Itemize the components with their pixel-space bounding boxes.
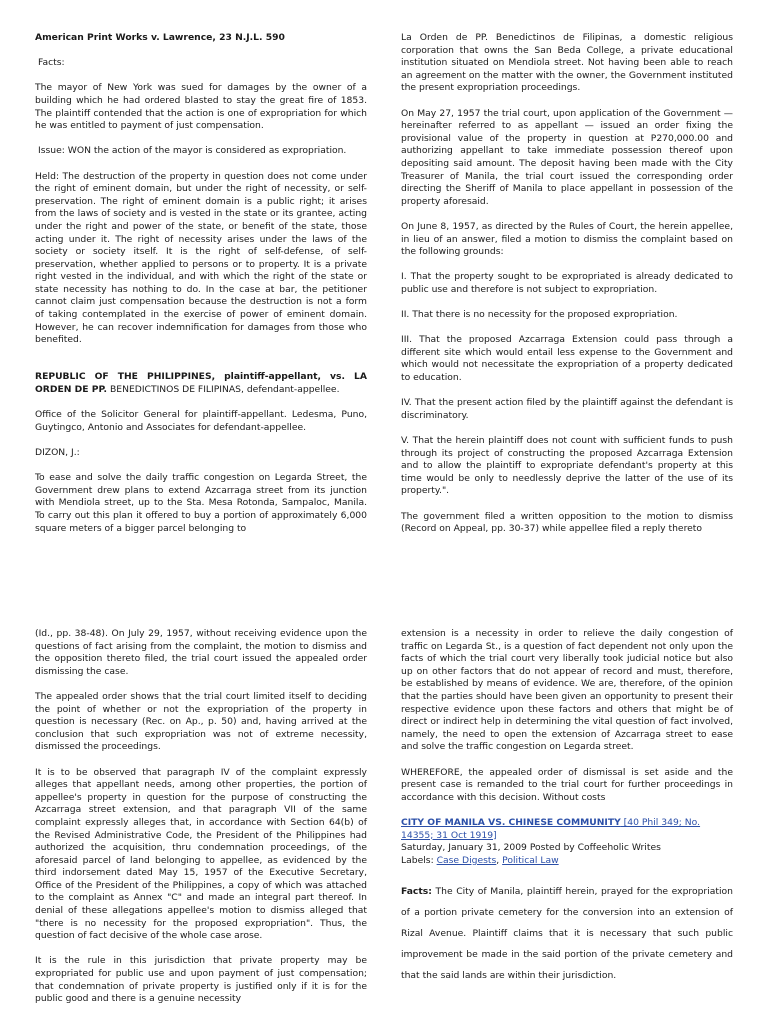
case-title-bold-part: REPUBLIC OF THE PHILIPPINES, plaintiff-appellant, vs. LA ORDEN DE PP. — [35, 371, 367, 396]
labels-prefix: Labels: — [401, 854, 437, 866]
paragraph: It is to be observed that paragraph IV of the complaint expressly alleges that appellant needs, among other properties, the portion of appellee's property in question for the purpose of constructing the Azcarraga street extension, and that paragraph VII of the same complaint expressly alleges that, in accordance with Section 64(b) of the Revised Administrative Code, the President of the Philippines had authorized the acquisition, thru condemnation proceedings, of the aforesaid parcel of land belonging to appellee, as evidenced by the third indorsement dated May 15, 1957 of the Executive Secretary, Office of the President of the Philippines, a copy of which was attached to the complaint as Annex "C" and made an integral part thereof. In denial of these allegations appellee's motion to dismiss alleged that "there is no necessity for the proposed expropriation". Thus, the question of fact decisive of the whole case arose. — [35, 766, 367, 942]
ground-item: II. That there is no necessity for the proposed expropriation. — [401, 309, 678, 321]
post-meta — [401, 842, 733, 867]
document-page-bottom — [0, 618, 768, 1024]
case-title-american-print-works: American Print Works v. Lawrence, 23 N.J.L. 590 — [35, 32, 285, 43]
label-link-case-digests[interactable]: Case Digests — [436, 854, 497, 866]
counsel-paragraph: Office of the Solicitor General for plaintiff-appellant. Ledesma, Puno, Guytingco, Antonio and Associates for defendant-appellee. — [35, 409, 367, 433]
label-separator: , — [496, 854, 503, 866]
ground-item: I. That the property sought to be expropriated is already dedicated to public use and therefore is not subject to expropriation. — [401, 271, 733, 295]
ground-item: V. That the herein plaintiff does not count with sufficient funds to push through its project of constructing the proposed Azcarraga Extension and to allow the plaintiff to expropriate defendant's property at this time would be only to needlessly deprive the latter of the use of its property.". — [401, 435, 733, 497]
right-column — [401, 32, 733, 548]
left-column — [35, 32, 367, 548]
case-citation-link[interactable]: [40 Phil 349; No. 14355; 31 Oct 1919] — [401, 816, 701, 841]
paragraph: The appealed order shows that the trial court limited itself to deciding the point of whether or not the expropriation of the property in question is necessary (Rec. on Ap., p. 50) and, having arrived at the conclusion that such expropriation was not of extreme necessity, dismissed the proceedings. — [35, 690, 367, 753]
ground-item: IV. That the present action filed by the plaintiff against the defendant is discriminatory. — [401, 397, 733, 421]
case-title-link[interactable]: CITY OF MANILA VS. CHINESE COMMUNITY — [401, 816, 621, 828]
facts-text: The City of Manila, plaintiff herein, prayed for the expropriation of a portion private cemetery for the conversion into an extension of Rizal Avenue. Plaintiff claims that it is necessary that such public improvement be made in the said portion of the private cemetery and that the said lands are within their jurisdiction. — [401, 886, 733, 982]
ground-item: III. That the proposed Azcarraga Extension could pass through a different site which would entail less expense to the Government and which would not necessitate the expropriation of a property dedicated to education. — [401, 334, 733, 384]
issue-paragraph: Issue: WON the action of the mayor is considered as expropriation. — [38, 145, 347, 157]
held-paragraph: Held: The destruction of the property in question does not come under the right of eminent domain, but under the right of necessity, or self-preservation. The right of eminent domain is a public right; it arises from the laws of society and is vested in the state or its grantee, acting under the right and power of the state, or benefit of the state, those acting under it. The right of necessity arises under the laws of the society or society itself. It is the right of self-defense, of self-preservation, whether applied to persons or to property. It is a private right vested in the individual, and with which the right of the state or state necessity has nothing to do. In the case at bar, the petitioner cannot claim just compensation because the destruction is not a form of taking contemplated in the exercise of power of eminent domain. However, he can recover indemnification for damages from those who benefited. — [35, 170, 367, 346]
paragraph: (Id., pp. 38-48). On July 29, 1957, without receiving evidence upon the questions of fact arising from the complaint, the motion to dismiss and the opposition thereto filed, the trial court issued the appealed order dismissing the case. — [35, 628, 367, 677]
paragraph: It is the rule in this jurisdiction that private property may be expropriated for public use and upon payment of just compensation; that condemnation of private property is justified only if it is for the public good and there is a genuine necessity — [35, 955, 367, 1005]
facts-label: Facts: — [38, 57, 65, 69]
case-heading — [401, 817, 733, 842]
facts-paragraph — [401, 881, 733, 986]
paragraph: On June 8, 1957, as directed by the Rules of Court, the herein appellee, in lieu of an answer, filed a motion to dismiss the complaint based on the following grounds: — [401, 220, 733, 258]
facts-label: Facts: — [401, 886, 432, 898]
paragraph: The government filed a written opposition to the motion to dismiss (Record on Appeal, pp. 30-37) while appellee filed a reply thereto — [401, 510, 733, 535]
right-column — [401, 628, 733, 999]
post-date-line: Saturday, January 31, 2009 Posted by Coffeeholic Writes — [401, 842, 661, 854]
left-column — [35, 628, 367, 1018]
paragraph: extension is a necessity in order to relieve the daily congestion of traffic on Legarda St., is a question of fact dependent not only upon the facts of which the trial court very liberally took judicial notice but also up on other factors that do not appear of record and must, therefore, be established by means of evidence. We are, therefore, of the opinion that the parties should have been given an opportunity to present their respective evidence upon these factors and others that might be of direct or indirect help in determining the vital question of fact involved, namely, the need to open the extension of Azcarraga street to ease and solve the traffic congestion on Legarda street. — [401, 628, 733, 753]
opening-paragraph: To ease and solve the daily traffic congestion on Legarda Street, the Government drew plans to extend Azcarraga street from its junction with Mendiola street, up to the Sta. Mesa Rotonda, Sampaloc, Manila. To carry out this plan it offered to buy a portion of approximately 6,000 square meters of a bigger parcel belonging to — [35, 472, 367, 534]
paragraph: La Orden de PP. Benedictinos de Filipinas, a domestic religious corporation that owns the San Beda College, a private educational institution situated on Mendiola street. Not having been able to reach an agreement on the matter with the owner, the Government instituted the present expropriation proceedings. — [401, 32, 733, 94]
facts-paragraph: The mayor of New York was sued for damages by the owner of a building which he had ordered blasted to stay the great fire of 1853. The plaintiff contended that the action is one of expropriation for which he was entitled to payment of just compensation. — [35, 82, 367, 132]
label-link-political-law[interactable]: Political Law — [502, 854, 559, 866]
case-title-rest-part: BENEDICTINOS DE FILIPINAS, defendant-appellee. — [107, 384, 340, 396]
disposition-paragraph: WHEREFORE, the appealed order of dismissal is set aside and the present case is remanded to the trial court for further proceedings in accordance with this decision. Without costs — [401, 766, 733, 803]
case-title-republic — [35, 371, 367, 396]
judge-name: DIZON, J.: — [35, 447, 80, 458]
paragraph: On May 27, 1957 the trial court, upon application of the Government — hereinafter referred to as appellant — issued an order fixing the provisional value of the property in question at P270,000.00 and authorizing appellant to take immediate possession thereof upon depositing said amount. The deposit having been made with the City Treasurer of Manila, the trial court issued the corresponding order directing the Sheriff of Manila to place appellant in possession of the property aforesaid. — [401, 107, 733, 207]
